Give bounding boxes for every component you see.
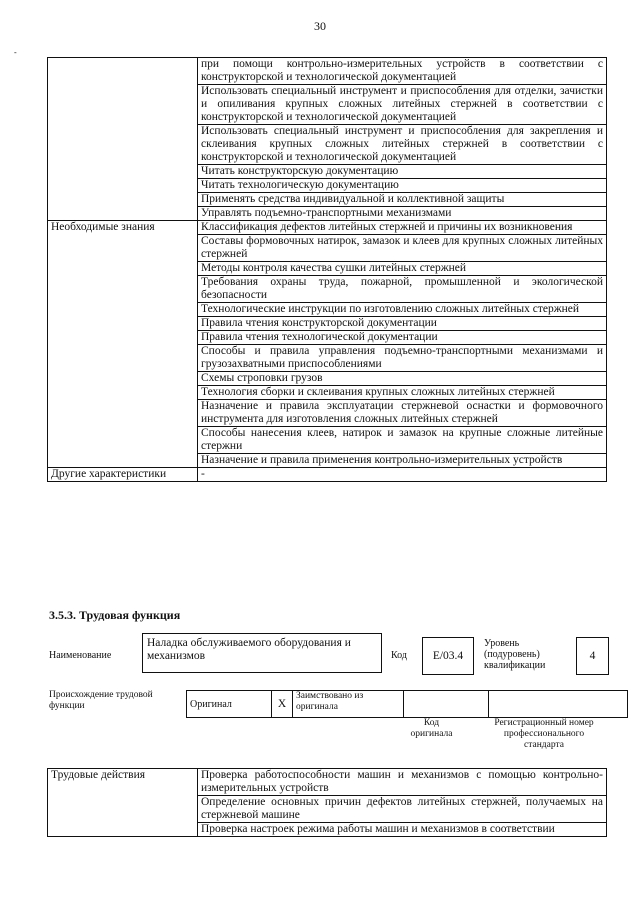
- code-original-cell: [404, 691, 489, 718]
- table-cell: Применять средства индивидуальной и коллективной защиты: [198, 193, 607, 207]
- table-cell: Назначение и правила применения контрольно-измерительных устройств: [198, 454, 607, 468]
- table-cell: Читать технологическую документацию: [198, 179, 607, 193]
- name-label: Наименование: [49, 650, 112, 661]
- work-actions-table: [47, 768, 607, 837]
- table-cell: Использовать специальный инструмент и приспособления для отделки, зачистки и опиливания крупных сложных литейных стержней в соответствии с конструкторской и технологической документацией: [198, 85, 607, 125]
- table-cell: Проверка настроек режима работы машин и механизмов в соответствии: [198, 823, 607, 837]
- table-cell: Проверка работоспособности машин и механизмов с помощью контрольно-измерительных устройств: [198, 769, 607, 796]
- table-cell: при помощи контрольно-измерительных устройств в соответствии с конструкторской и технологической документацией: [198, 58, 607, 85]
- reg-number-cell: [489, 691, 628, 718]
- table-cell: Использовать специальный инструмент и приспособления для закрепления и склеивания крупных сложных литейных стержней в соответствии с конструкторской и технологической документацией: [198, 125, 607, 165]
- table-cell: Способы нанесения клеев, натирок и замазок на крупные сложные литейные стержни: [198, 427, 607, 454]
- page-number: 30: [314, 19, 326, 33]
- borrowed-label-cell: [293, 691, 404, 718]
- original-label-cell: [187, 691, 272, 718]
- table-cell: Назначение и правила эксплуатации стержневой оснастки и формовочного инструмента для изготовления сложных литейных стержней: [198, 400, 607, 427]
- code-value: E/03.4: [432, 650, 464, 662]
- section-title: 3.5.3. Трудовая функция: [49, 608, 181, 622]
- level-value: 4: [589, 650, 596, 662]
- skills-knowledge-table: [47, 57, 607, 482]
- original-mark: X: [277, 697, 287, 710]
- table-cell: Читать конструкторскую документацию: [198, 165, 607, 179]
- side-mark: -: [14, 48, 17, 57]
- code-label: Код: [391, 650, 407, 661]
- function-name: Наладка обслуживаемого оборудования и механизмов: [147, 637, 351, 662]
- origin-label: Происхождение трудовой функции: [49, 690, 153, 711]
- row-group-label: Другие характеристики: [48, 468, 198, 482]
- table-cell: Классификация дефектов литейных стержней и причины их возникновения: [198, 221, 607, 235]
- row-group-label: Необходимые знания: [48, 221, 198, 468]
- original-mark-cell: [272, 691, 293, 718]
- level-box: [576, 637, 609, 675]
- table-cell: Правила чтения технологической документации: [198, 331, 607, 345]
- table-cell: Требования охраны труда, пожарной, промышленной и экологической безопасности: [198, 276, 607, 303]
- borrowed-label: Заимствовано из оригинала: [296, 691, 364, 712]
- work-actions-label: Трудовые действия: [48, 769, 198, 837]
- table-cell: Схемы строповки грузов: [198, 372, 607, 386]
- origin-table: [186, 690, 628, 718]
- table-cell: -: [198, 468, 607, 482]
- table-cell: Управлять подъемно-транспортными механизмами: [198, 207, 607, 221]
- code-box: [422, 637, 474, 675]
- code-original-label: Код оригинала: [410, 718, 453, 739]
- table-row: [48, 221, 607, 235]
- reg-number-label: Регистрационный номер профессионального стандарта: [494, 718, 594, 750]
- table-cell: Технология сборки и склеивания крупных сложных литейных стержней: [198, 386, 607, 400]
- original-label: Оригинал: [190, 698, 232, 710]
- function-name-box: [142, 633, 382, 673]
- table-cell: Методы контроля качества сушки литейных стержней: [198, 262, 607, 276]
- table-cell: Способы и правила управления подъемно-транспортными механизмами и грузозахватными приспособлениями: [198, 345, 607, 372]
- table-row: [48, 769, 607, 796]
- table-row: [48, 58, 607, 85]
- table-cell: Составы формовочных натирок, замазок и клеев для крупных сложных литейных стержней: [198, 235, 607, 262]
- table-cell: Определение основных причин дефектов литейных стержней, получаемых на стержневой машине: [198, 796, 607, 823]
- table-row: [48, 468, 607, 482]
- table-cell: Правила чтения конструкторской документации: [198, 317, 607, 331]
- level-label: Уровень (подуровень) квалификации: [484, 638, 546, 671]
- row-group-label: [48, 58, 198, 221]
- table-cell: Технологические инструкции по изготовлению сложных литейных стержней: [198, 303, 607, 317]
